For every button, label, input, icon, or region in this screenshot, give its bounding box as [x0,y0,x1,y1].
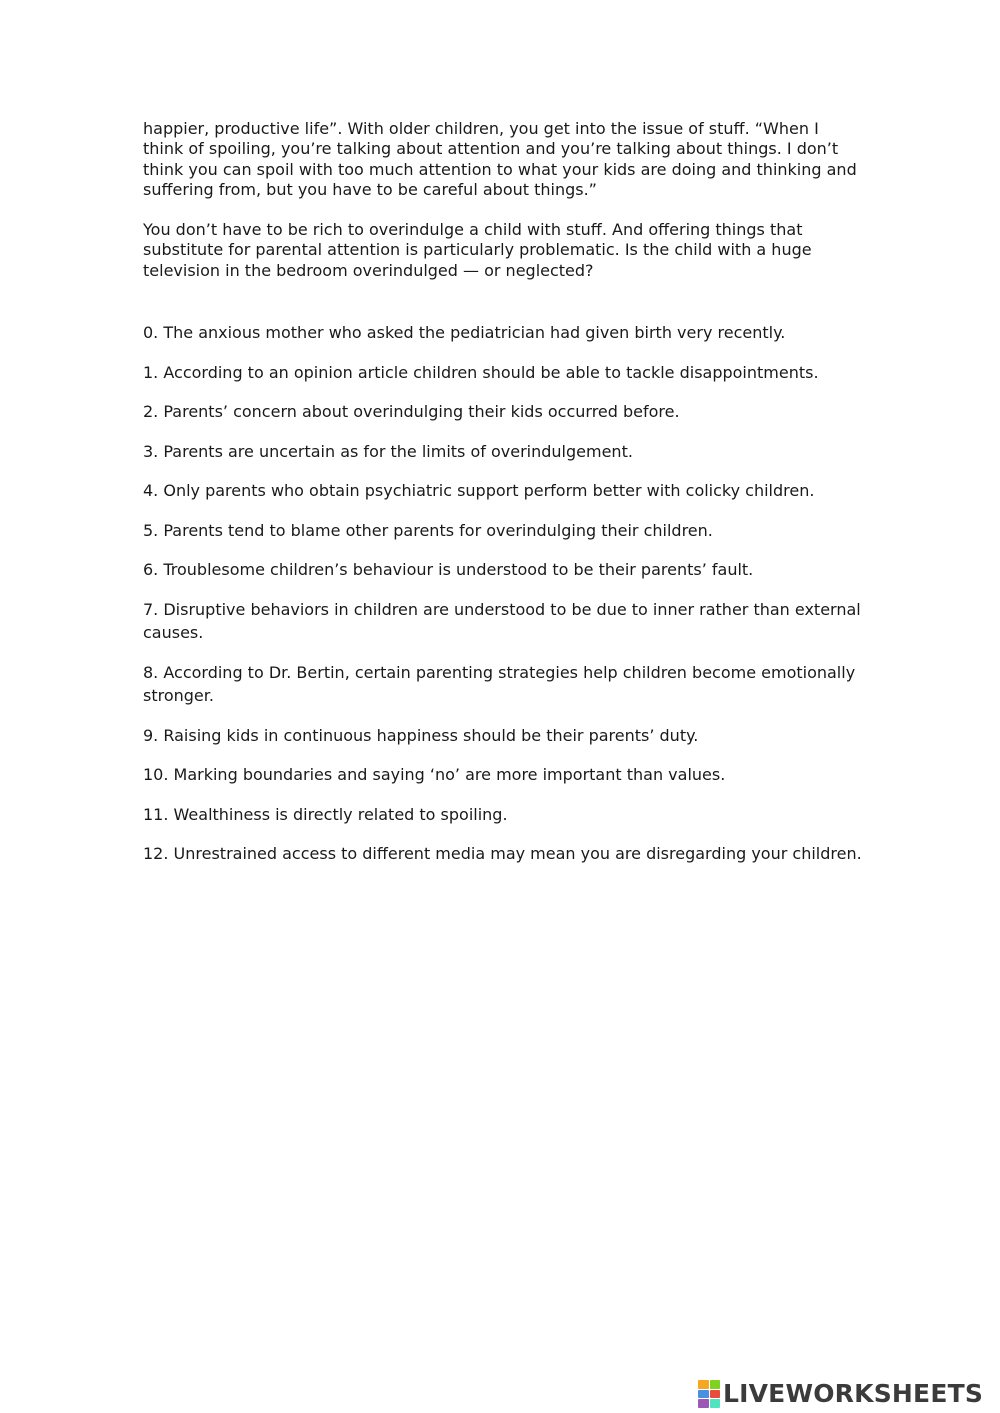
statement-item: 3. Parents are uncertain as for the limits of overindulgement. [143,441,633,461]
statement-item: 9. Raising kids in continuous happiness should be their parents’ duty. [143,725,699,745]
worksheet-page [143,119,863,882]
statements-list [143,321,863,866]
logo-text: LIVEWORKSHEETS [723,1379,984,1408]
passage-paragraph: happier, productive life”. With older children, you get into the issue of stuff. “When I think of spoiling, you’re talking about attention and you’re talking about things. I don’t think you can spoil with too much attention to what your kids are doing and thinking and suffering from, but you have to be careful about things.” [143,119,857,199]
logo-tile [698,1399,709,1408]
statement-item: 1. According to an opinion article children should be able to tackle disappointments. [143,362,819,382]
statement-item: 11. Wealthiness is directly related to spoiling. [143,804,508,824]
liveworksheets-logo [698,1378,983,1410]
statement-item: 6. Troublesome children’s behaviour is understood to be their parents’ fault. [143,560,754,580]
statement-item: 7. Disruptive behaviors in children are understood to be due to inner rather than external causes. [143,599,861,643]
passage-paragraph: You don’t have to be rich to overindulge a child with stuff. And offering things that substitute for parental attention is particularly problematic. Is the child with a huge television in the bedroom overindulged — or neglected? [143,220,812,280]
statement-item: 0. The anxious mother who asked the pediatrician had given birth very recently. [143,323,786,343]
statement-item: 4. Only parents who obtain psychiatric support perform better with colicky children. [143,481,815,501]
statement-item: 2. Parents’ concern about overindulging their kids occurred before. [143,402,680,422]
logo-tile [698,1380,709,1389]
statement-item: 12. Unrestrained access to different media may mean you are disregarding your children. [143,844,862,864]
logo-tile [710,1380,721,1389]
logo-tile [710,1390,721,1399]
logo-tile [698,1390,709,1399]
logo-tile [710,1399,721,1408]
liveworksheets-logo-icon [698,1380,720,1408]
statement-item: 5. Parents tend to blame other parents for overindulging their children. [143,520,713,540]
statement-item: 8. According to Dr. Bertin, certain parenting strategies help children become emotionally stronger. [143,662,856,706]
statement-item: 10. Marking boundaries and saying ‘no’ are more important than values. [143,765,726,785]
